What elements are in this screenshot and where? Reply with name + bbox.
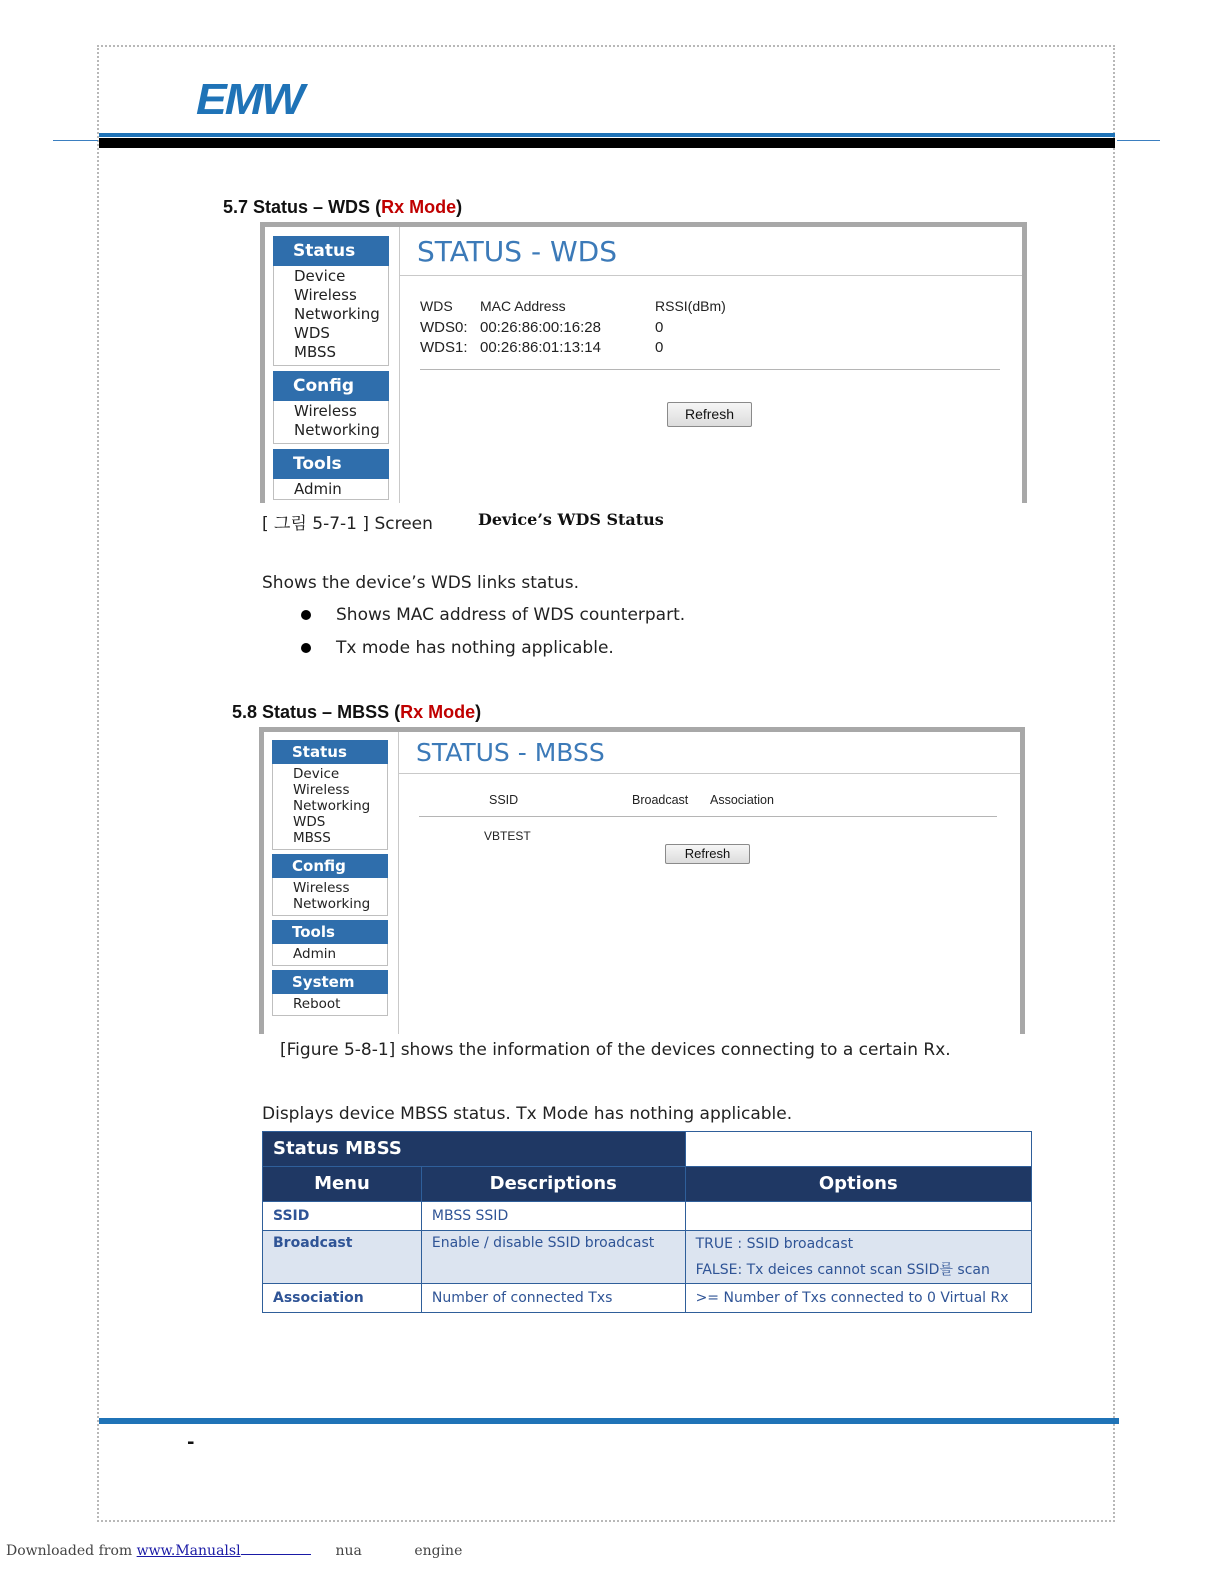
sidebar-item-networking[interactable]: Networking bbox=[294, 305, 380, 323]
sidebar-item-wds[interactable]: WDS bbox=[294, 324, 330, 342]
sidebar-item-wireless[interactable]: Wireless bbox=[294, 286, 357, 304]
figure-5-8-1-caption: [Figure 5-8-1] shows the information of the devices connecting to a certain Rx. bbox=[280, 1040, 951, 1060]
row-desc: Number of connected Txs bbox=[421, 1284, 685, 1313]
sidebar-config-head[interactable]: Config bbox=[273, 371, 389, 401]
table-title: Status MBSS bbox=[263, 1132, 686, 1167]
sidebar-item-wds[interactable]: WDS bbox=[293, 814, 326, 830]
header-menu: Menu bbox=[263, 1167, 422, 1202]
sidebar-status-list bbox=[272, 764, 388, 850]
header-descriptions: Descriptions bbox=[421, 1167, 685, 1202]
sidebar-item-networking[interactable]: Networking bbox=[293, 798, 371, 814]
status-mbss-table bbox=[262, 1131, 1032, 1313]
sidebar-item-config-networking[interactable]: Networking bbox=[293, 896, 371, 912]
col-association: Association bbox=[710, 793, 774, 807]
row1-wds: WDS1: bbox=[420, 339, 468, 356]
row-desc: Enable / disable SSID broadcast bbox=[421, 1231, 685, 1284]
row-menu: Broadcast bbox=[263, 1231, 422, 1284]
section-mode: Rx Mode bbox=[400, 702, 476, 722]
section-5-7-heading: 5.7 Status – WDS (Rx Mode) bbox=[223, 197, 463, 217]
mbss-status-screenshot bbox=[259, 727, 1025, 1034]
bullet-dot bbox=[301, 610, 311, 620]
sidebar-config-list bbox=[273, 401, 389, 444]
sidebar-item-config-networking[interactable]: Networking bbox=[294, 421, 380, 439]
section-title: Status – MBSS bbox=[262, 702, 390, 722]
table-row bbox=[263, 1202, 1032, 1231]
row-options: >= Number of Txs connected to 0 Virtual Rx bbox=[685, 1284, 1031, 1313]
mbss-page-title: STATUS - MBSS bbox=[416, 738, 605, 767]
row-menu: SSID bbox=[263, 1202, 422, 1231]
row-menu: Association bbox=[263, 1284, 422, 1313]
caption-label: [ 그림 5-7-1 ] Screen bbox=[262, 514, 433, 534]
sidebar-tools-head[interactable]: Tools bbox=[272, 920, 388, 944]
section-mode: Rx Mode bbox=[381, 197, 457, 217]
section-number: 5.7 bbox=[223, 197, 249, 217]
page-number-dash: - bbox=[187, 1432, 195, 1453]
option-line-2: FALSE: Tx deices cannot scan SSID를 scan bbox=[695, 1262, 990, 1278]
bullet-2: Tx mode has nothing applicable. bbox=[336, 638, 614, 658]
title-rule bbox=[400, 275, 1022, 276]
wds-page-title: STATUS - WDS bbox=[417, 235, 617, 268]
table-row bbox=[263, 1231, 1032, 1284]
download-prefix: Downloaded from bbox=[6, 1543, 133, 1559]
sidebar-tools-list bbox=[272, 944, 388, 966]
option-line-1: TRUE : SSID broadcast bbox=[695, 1236, 854, 1252]
sidebar-item-device[interactable]: Device bbox=[293, 766, 340, 782]
header-black-bar bbox=[99, 138, 1115, 148]
sidebar-item-mbss[interactable]: MBSS bbox=[294, 343, 337, 361]
row0-wds: WDS0: bbox=[420, 319, 468, 336]
col-mac: MAC Address bbox=[480, 298, 566, 314]
row1-rssi: 0 bbox=[655, 339, 664, 356]
sidebar-status-list bbox=[273, 266, 389, 366]
sidebar-status-head[interactable]: Status bbox=[273, 236, 389, 266]
sidebar-item-admin[interactable]: Admin bbox=[293, 946, 337, 962]
col-wds: WDS bbox=[420, 298, 453, 314]
sidebar-tools-list bbox=[273, 479, 389, 500]
footer-fragment-2: engine bbox=[414, 1543, 463, 1559]
bullet-dot bbox=[301, 643, 311, 653]
header-rule-left bbox=[53, 140, 98, 141]
table-rule bbox=[420, 369, 1000, 370]
footer-blue-bar bbox=[99, 1418, 1119, 1424]
wds-status-screenshot bbox=[260, 222, 1027, 503]
bullet-1: Shows MAC address of WDS counterpart. bbox=[336, 605, 686, 625]
header-rule-right bbox=[1117, 140, 1160, 141]
sidebar-item-reboot[interactable]: Reboot bbox=[293, 996, 341, 1012]
row-options bbox=[685, 1231, 1031, 1284]
refresh-button[interactable]: Refresh bbox=[665, 844, 750, 864]
refresh-button[interactable]: Refresh bbox=[667, 402, 752, 427]
col-ssid: SSID bbox=[489, 793, 519, 807]
col-rssi: RSSI(dBm) bbox=[655, 298, 726, 314]
row-ssid: VBTEST bbox=[484, 829, 531, 843]
wds-sidebar bbox=[273, 236, 389, 500]
download-footer bbox=[6, 1543, 462, 1559]
row0-mac: 00:26:86:00:16:28 bbox=[480, 319, 601, 336]
sidebar-item-admin[interactable]: Admin bbox=[294, 480, 342, 498]
wds-description: Shows the device’s WDS links status. bbox=[262, 573, 579, 593]
col-broadcast: Broadcast bbox=[632, 793, 689, 807]
footer-fragment-1: nua bbox=[335, 1543, 362, 1559]
sidebar-config-head[interactable]: Config bbox=[272, 854, 388, 878]
table-row bbox=[263, 1284, 1032, 1313]
sidebar-config-list bbox=[272, 878, 388, 916]
sidebar-system-head[interactable]: System bbox=[272, 970, 388, 994]
row1-mac: 00:26:86:01:13:14 bbox=[480, 339, 601, 356]
mbss-sidebar bbox=[272, 740, 388, 1016]
sidebar-item-config-wireless[interactable]: Wireless bbox=[294, 402, 357, 420]
sidebar-divider bbox=[398, 732, 399, 1034]
caption-title: Device’s WDS Status bbox=[478, 510, 664, 529]
section-5-8-heading: 5.8 Status – MBSS (Rx Mode) bbox=[232, 702, 482, 722]
section-title: Status – WDS bbox=[253, 197, 371, 217]
section-number: 5.8 bbox=[232, 702, 258, 722]
emw-logo: EMW bbox=[196, 75, 303, 124]
sidebar-status-head[interactable]: Status bbox=[272, 740, 388, 764]
row-desc: MBSS SSID bbox=[421, 1202, 685, 1231]
row-options bbox=[685, 1202, 1031, 1231]
download-link[interactable]: www.Manualsl bbox=[136, 1543, 241, 1559]
mbss-description: Displays device MBSS status. Tx Mode has nothing applicable. bbox=[262, 1104, 793, 1124]
title-rule bbox=[399, 773, 1020, 774]
table-rule bbox=[419, 816, 997, 817]
sidebar-item-device[interactable]: Device bbox=[294, 267, 346, 285]
sidebar-item-wireless[interactable]: Wireless bbox=[293, 782, 350, 798]
row0-rssi: 0 bbox=[655, 319, 664, 336]
header-blue-bar bbox=[99, 133, 1115, 137]
sidebar-system-list bbox=[272, 994, 388, 1016]
header-options: Options bbox=[685, 1167, 1031, 1202]
sidebar-item-config-wireless[interactable]: Wireless bbox=[293, 880, 350, 896]
sidebar-divider bbox=[399, 227, 400, 503]
sidebar-tools-head[interactable]: Tools bbox=[273, 449, 389, 479]
figure-5-7-1-caption bbox=[262, 509, 433, 534]
link-underline bbox=[241, 1554, 311, 1555]
sidebar-item-mbss[interactable]: MBSS bbox=[293, 830, 331, 846]
table-title-empty bbox=[685, 1132, 1031, 1167]
